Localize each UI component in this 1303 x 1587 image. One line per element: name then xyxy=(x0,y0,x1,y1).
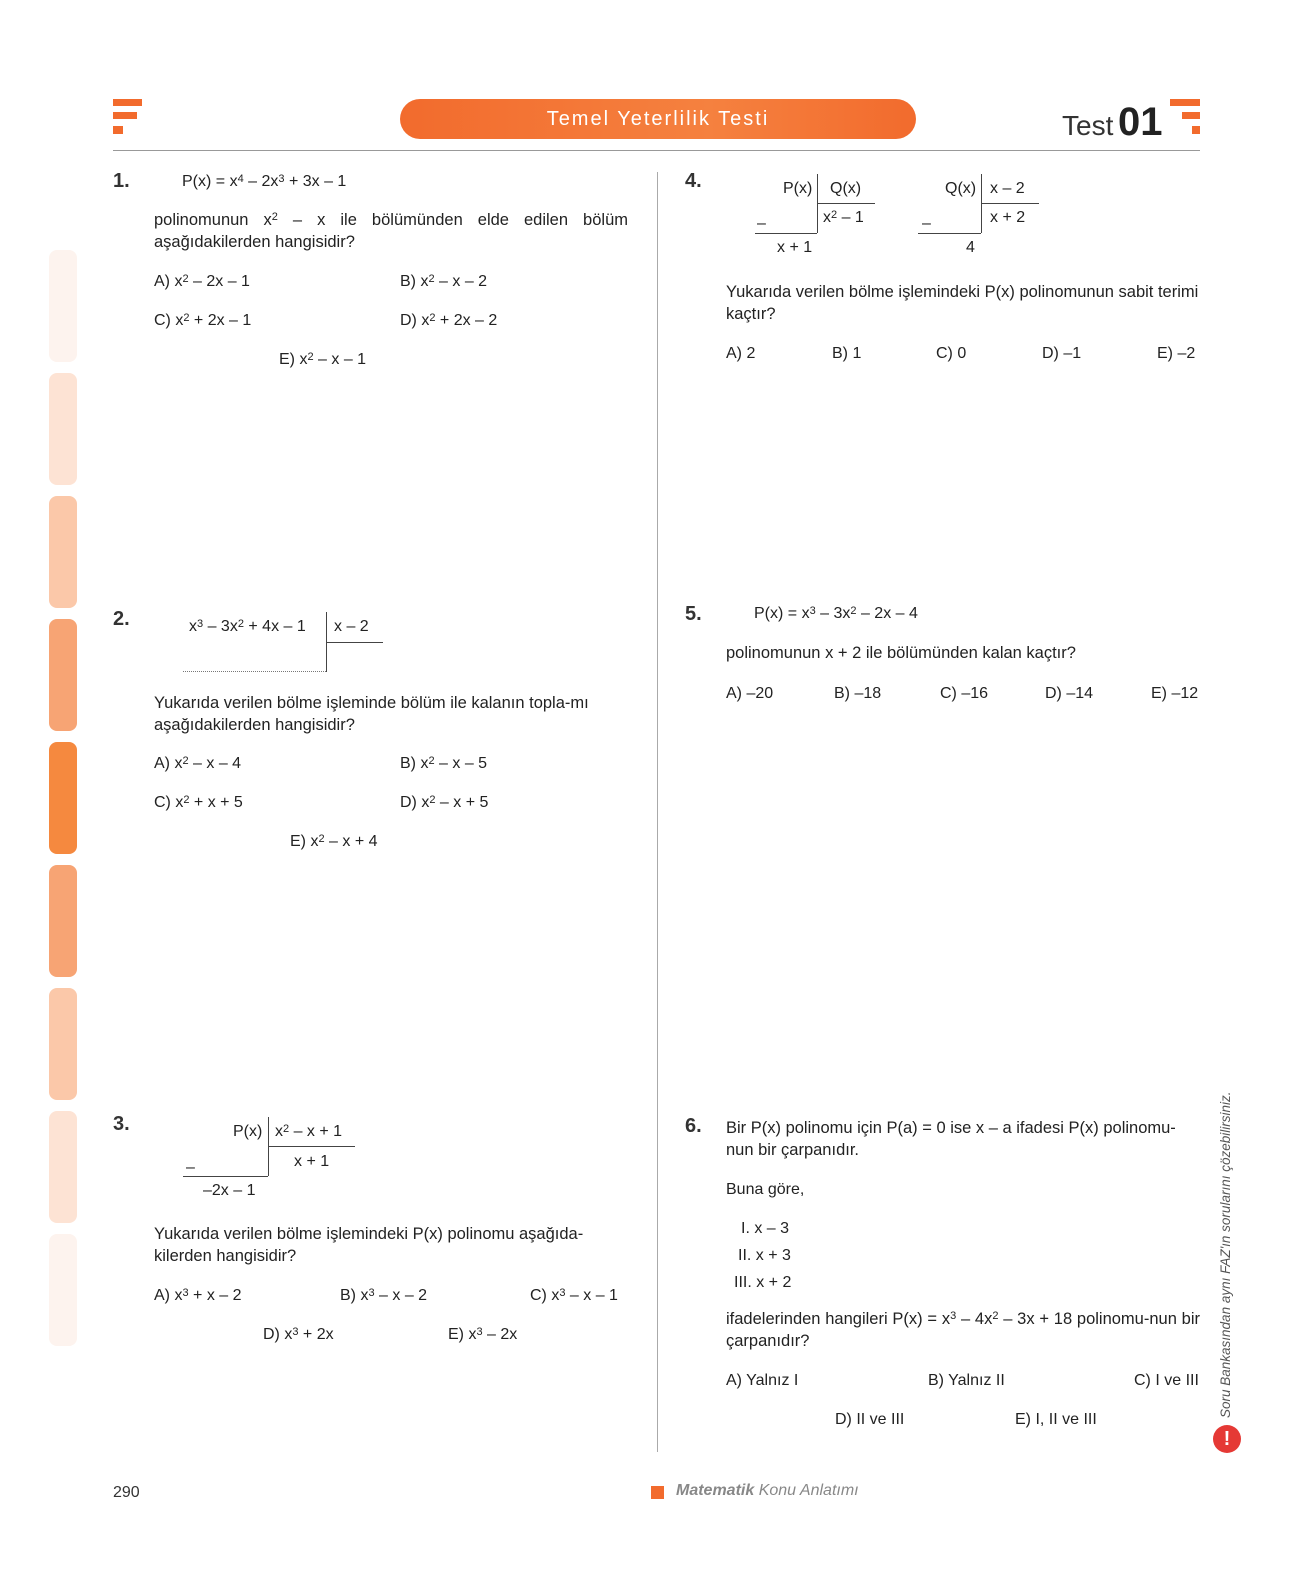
q6-option-a[interactable]: A) Yalnız I xyxy=(726,1372,799,1389)
question-number: 5. xyxy=(685,603,702,625)
header-divider xyxy=(113,150,1200,151)
q1-option-a[interactable]: A) $x^2 - 2x - 1$ xyxy=(154,273,250,290)
column-divider xyxy=(657,172,658,1452)
q2-option-a[interactable]: A) $x^2$ – x – 4 xyxy=(154,755,242,772)
q1-question-text: polinomunun $x^2$ – x ile bölümünden elde edilen bölüm aşağıdakilerden hangisidir? xyxy=(154,211,628,251)
q4-div1-remainder: x + 1 xyxy=(777,239,813,256)
q6-intro-text: Bir P(x) polinomu için P(a) = 0 ise x – a ifadesi P(x) polinomu-nun bir çarpanıdır. xyxy=(726,1119,1176,1159)
q3-minus: – xyxy=(186,1159,195,1176)
q4-div2-quotient: x + 2 xyxy=(990,209,1026,226)
q5-option-b[interactable]: B) –18 xyxy=(834,685,882,702)
q5-option-e[interactable]: E) –12 xyxy=(1151,685,1199,702)
q4-option-b[interactable]: B) 1 xyxy=(832,345,862,362)
footer-book-title: Matematik Konu Anlatımı xyxy=(676,1482,859,1499)
q2-dividend: $x^3 - 3x^2 + 4x - 1$ xyxy=(189,618,306,635)
q3-option-b[interactable]: B) $x^3$ – x – 2 xyxy=(340,1287,428,1304)
q1-option-c[interactable]: C) $x^2 + 2x - 1$ xyxy=(154,312,252,329)
q3-option-c[interactable]: C) $x^3$ – x – 1 xyxy=(530,1287,618,1304)
q3-option-a[interactable]: A) $x^3 + x - 2$ xyxy=(154,1287,242,1304)
exclamation-icon: ! xyxy=(1213,1425,1241,1453)
q4-option-e[interactable]: E) –2 xyxy=(1157,345,1196,362)
q3-option-e[interactable]: E) $x^3 - 2x$ xyxy=(448,1326,518,1343)
q1-expression: $P(x) = x^4 - 2x^3 + 3x - 1$ xyxy=(182,173,347,190)
q6-option-e[interactable]: E) I, II ve III xyxy=(1015,1411,1097,1428)
q4-option-a[interactable]: A) 2 xyxy=(726,345,756,362)
q2-option-c[interactable]: C) $x^2 + x + 5$ xyxy=(154,794,243,811)
q6-option-d[interactable]: D) II ve III xyxy=(835,1411,905,1428)
page-number: 290 xyxy=(113,1484,140,1501)
q2-option-b[interactable]: B) $x^2$ – x – 5 xyxy=(400,755,488,772)
q5-option-c[interactable]: C) –16 xyxy=(940,685,989,702)
footer-square-icon xyxy=(651,1486,664,1499)
q1-option-e[interactable]: E) $x^2$ – x – 1 xyxy=(279,351,367,368)
q4-question-text: Yukarıda verilen bölme işlemindeki P(x) polinomunun sabit terimi kaçtır? xyxy=(726,283,1199,323)
q6-question-text: ifadelerinden hangileri $P(x) = x^3 - 4x^2 - 3x + 18$ polinomu-nun bir çarpanıdır? xyxy=(726,1310,1200,1350)
q3-question-text: Yukarıda verilen bölme işlemindeki P(x) polinomu aşağıda-kilerden hangisidir? xyxy=(154,1225,584,1265)
q2-divisor: x – 2 xyxy=(334,618,369,635)
q4-div1-minus: – xyxy=(757,215,766,232)
side-note: Soru Bankasından aynı FAZ'ın sorularını çözebilirsiniz. xyxy=(1218,1091,1233,1418)
q5-expression: $P(x) = x^3 - 3x^2 - 2x - 4$ xyxy=(754,605,918,622)
q6-item-2: II. x + 3 xyxy=(738,1247,791,1264)
q3-quotient: x + 1 xyxy=(294,1153,330,1170)
question-number: 3. xyxy=(113,1113,130,1135)
q6-item-1: I. x – 3 xyxy=(741,1220,790,1237)
q6-item-3: III. x + 2 xyxy=(734,1274,792,1291)
question-number: 2. xyxy=(113,608,130,630)
test-number: 01 xyxy=(1118,100,1163,144)
q5-option-a[interactable]: A) –20 xyxy=(726,685,774,702)
question-number: 1. xyxy=(113,170,130,192)
q3-remainder: –2x – 1 xyxy=(203,1182,256,1199)
test-label: Test xyxy=(1062,110,1114,141)
question-number: 4. xyxy=(685,170,702,192)
q2-option-d[interactable]: D) $x^2 - x + 5$ xyxy=(400,794,489,811)
q2-option-e[interactable]: E) $x^2 - x + 4$ xyxy=(290,833,378,850)
q3-dividend: P(x) xyxy=(233,1123,263,1140)
q4-div1-divisor: Q(x) xyxy=(830,180,862,197)
q3-option-d[interactable]: D) $x^3 + 2x$ xyxy=(263,1326,334,1343)
q1-option-b[interactable]: B) $x^2$ – x – 2 xyxy=(400,273,488,290)
q1-option-d[interactable]: D) $x^2 + 2x - 2$ xyxy=(400,312,498,329)
q4-option-d[interactable]: D) –1 xyxy=(1042,345,1082,362)
q6-option-c[interactable]: C) I ve III xyxy=(1134,1372,1199,1389)
q5-option-d[interactable]: D) –14 xyxy=(1045,685,1094,702)
q4-option-c[interactable]: C) 0 xyxy=(936,345,967,362)
q4-div2-dividend: Q(x) xyxy=(945,180,977,197)
q4-div1-dividend: P(x) xyxy=(783,180,813,197)
test-title-banner: Temel Yeterlilik Testi xyxy=(400,99,916,139)
q6-option-b[interactable]: B) Yalnız II xyxy=(928,1372,1005,1389)
q4-div1-quotient: $x^2 - 1$ xyxy=(823,209,864,226)
q5-question-text: polinomunun x + 2 ile bölümünden kalan kaçtır? xyxy=(726,644,1076,662)
q4-div2-remainder: 4 xyxy=(966,239,975,256)
q4-div2-divisor: x – 2 xyxy=(990,180,1025,197)
q4-div2-minus: – xyxy=(922,215,931,232)
question-number: 6. xyxy=(685,1115,702,1137)
q3-divisor: $x^2 - x + 1$ xyxy=(275,1123,343,1140)
q6-lead-text: Buna göre, xyxy=(726,1181,805,1198)
q2-question-text: Yukarıda verilen bölme işleminde bölüm ile kalanın topla-mı aşağıdakilerden hangisidir? xyxy=(154,694,589,734)
